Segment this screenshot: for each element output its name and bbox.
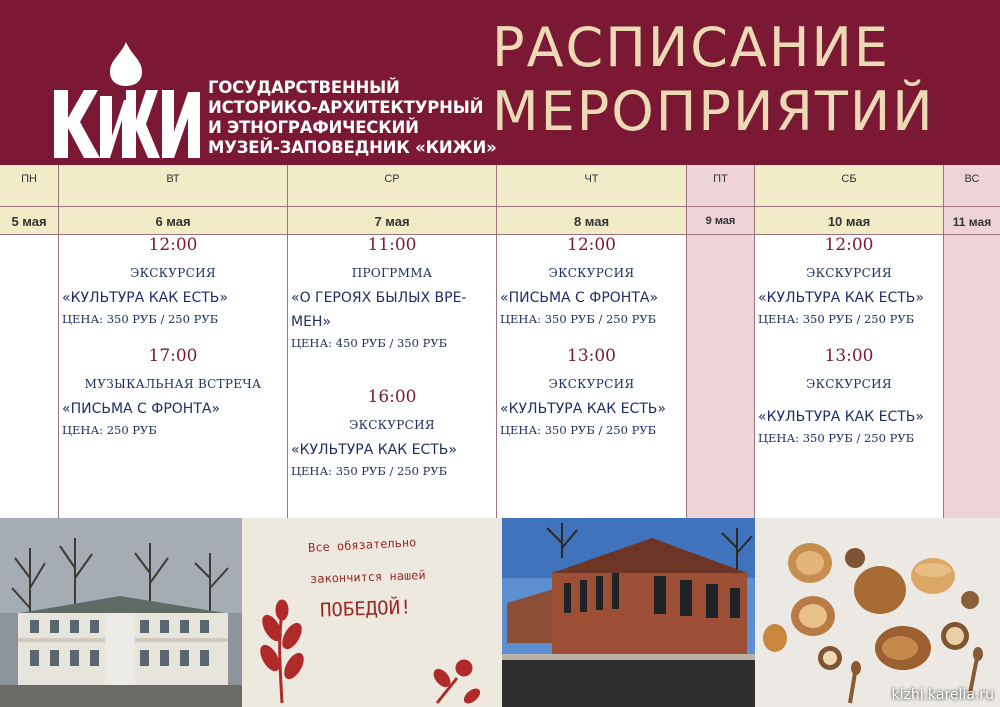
date-label: 11 мая: [944, 207, 1000, 235]
event-title: «КУЛЬТУРА КАК ЕСТЬ»: [758, 409, 924, 425]
event-type: ЭКСКУРСИЯ: [548, 266, 635, 280]
event-title: «ПИСЬМА С ФРОНТА»: [62, 401, 221, 417]
event-price: ЦЕНА: 250 РУБ: [62, 423, 157, 437]
day-body: [497, 235, 686, 518]
header-banner: [0, 0, 1000, 165]
weekday-label: СР: [288, 165, 496, 207]
event-title: «О ГЕРОЯХ БЫЛЫХ ВРЕ-МЕН»: [291, 290, 467, 330]
museum-name: [208, 78, 497, 158]
event-type: ЭКСКУРСИЯ: [349, 418, 435, 432]
photo-victory-postcard: [242, 518, 502, 707]
day-column-mon: [0, 165, 59, 518]
event-type: ЭКСКУРСИЯ: [548, 377, 635, 391]
event-type: ПРОГРММА: [351, 266, 433, 280]
event-time: 11:00: [367, 235, 417, 255]
event: [497, 235, 686, 326]
date-label: 5 мая: [0, 207, 58, 235]
event-time: 16:00: [367, 387, 417, 407]
date-label: 9 мая: [687, 207, 754, 235]
event-type: ЭКСКУРСИЯ: [806, 266, 892, 280]
photo-bread-display: [755, 518, 1000, 707]
weekday-label: ПН: [0, 165, 58, 207]
schedule-table: [0, 165, 1000, 518]
day-body: [0, 235, 58, 518]
postcard-line: закончится нашей: [309, 567, 426, 587]
event-time: 17:00: [148, 346, 198, 366]
event: [755, 346, 943, 445]
day-column-tue: [59, 165, 288, 518]
event-time: 13:00: [567, 346, 616, 366]
event-type: МУЗЫКАЛЬНАЯ ВСТРЕЧА: [84, 377, 262, 391]
museum-name-line: И ЭТНОГРАФИЧЕСКИЙ: [208, 118, 419, 137]
title-line: МЕРОПРИЯТИЙ: [492, 80, 935, 143]
event-price: ЦЕНА: 350 РУБ / 250 РУБ: [758, 431, 915, 445]
event-title: «КУЛЬТУРА КАК ЕСТЬ»: [758, 290, 924, 306]
date-label: 10 мая: [755, 207, 943, 235]
museum-name-line: ИСТОРИКО-АРХИТЕКТУРНЫЙ: [208, 98, 484, 117]
event-price: ЦЕНА: 350 РУБ / 250 РУБ: [500, 312, 657, 326]
event-title: «ПИСЬМА С ФРОНТА»: [500, 290, 659, 306]
event-time: 12:00: [148, 235, 198, 255]
weekday-label: ВС: [944, 165, 1000, 207]
event-type: ЭКСКУРСИЯ: [130, 266, 216, 280]
photo-strip: [0, 518, 1000, 707]
day-column-wed: [288, 165, 497, 518]
page-title: [492, 16, 935, 144]
photo-brick-building: [502, 518, 755, 707]
photo-museum-building: [0, 518, 242, 707]
website-link[interactable]: kizhi.karelia.ru: [891, 687, 994, 703]
day-column-fri: [687, 165, 755, 518]
date-label: 6 мая: [59, 207, 287, 235]
postcard-line: ПОБЕДОЙ!: [319, 596, 412, 622]
day-column-thu: [497, 165, 687, 518]
day-body: [944, 235, 1000, 518]
kizhi-logo: [50, 40, 202, 162]
day-column-sun: [944, 165, 1000, 518]
event: [288, 387, 496, 478]
event-price: ЦЕНА: 350 РУБ / 250 РУБ: [62, 312, 219, 326]
title-line: РАСПИСАНИЕ: [492, 16, 890, 79]
day-body: [59, 235, 287, 518]
museum-name-line: МУЗЕЙ-ЗАПОВЕДНИК «КИЖИ»: [208, 138, 497, 157]
postcard-line: Все обязательно: [307, 535, 417, 555]
event-time: 12:00: [824, 235, 874, 255]
day-body: [755, 235, 943, 518]
weekday-label: ПТ: [687, 165, 754, 207]
weekday-label: ЧТ: [497, 165, 686, 207]
event-price: ЦЕНА: 350 РУБ / 250 РУБ: [758, 312, 915, 326]
event-price: ЦЕНА: 350 РУБ / 250 РУБ: [291, 464, 448, 478]
date-label: 8 мая: [497, 207, 686, 235]
event-price: ЦЕНА: 350 РУБ / 250 РУБ: [500, 423, 657, 437]
museum-name-line: ГОСУДАРСТВЕННЫЙ: [208, 78, 400, 97]
event-time: 13:00: [824, 346, 874, 366]
day-body: [288, 235, 496, 518]
flower-ornament-icon: [242, 518, 502, 707]
event-type: ЭКСКУРСИЯ: [806, 377, 892, 391]
weekday-label: СБ: [755, 165, 943, 207]
event: [497, 346, 686, 437]
weekday-label: ВТ: [59, 165, 287, 207]
event-price: ЦЕНА: 450 РУБ / 350 РУБ: [291, 336, 448, 350]
event: [755, 235, 943, 326]
event: [59, 346, 287, 437]
event-time: 12:00: [567, 235, 616, 255]
date-label: 7 мая: [288, 207, 496, 235]
event-title: «КУЛЬТУРА КАК ЕСТЬ»: [62, 290, 228, 306]
day-body: [687, 235, 754, 518]
event: [59, 235, 287, 326]
event-title: «КУЛЬТУРА КАК ЕСТЬ»: [500, 401, 666, 417]
day-column-sat: [755, 165, 944, 518]
event: [288, 235, 496, 350]
event-title: «КУЛЬТУРА КАК ЕСТЬ»: [291, 442, 457, 458]
